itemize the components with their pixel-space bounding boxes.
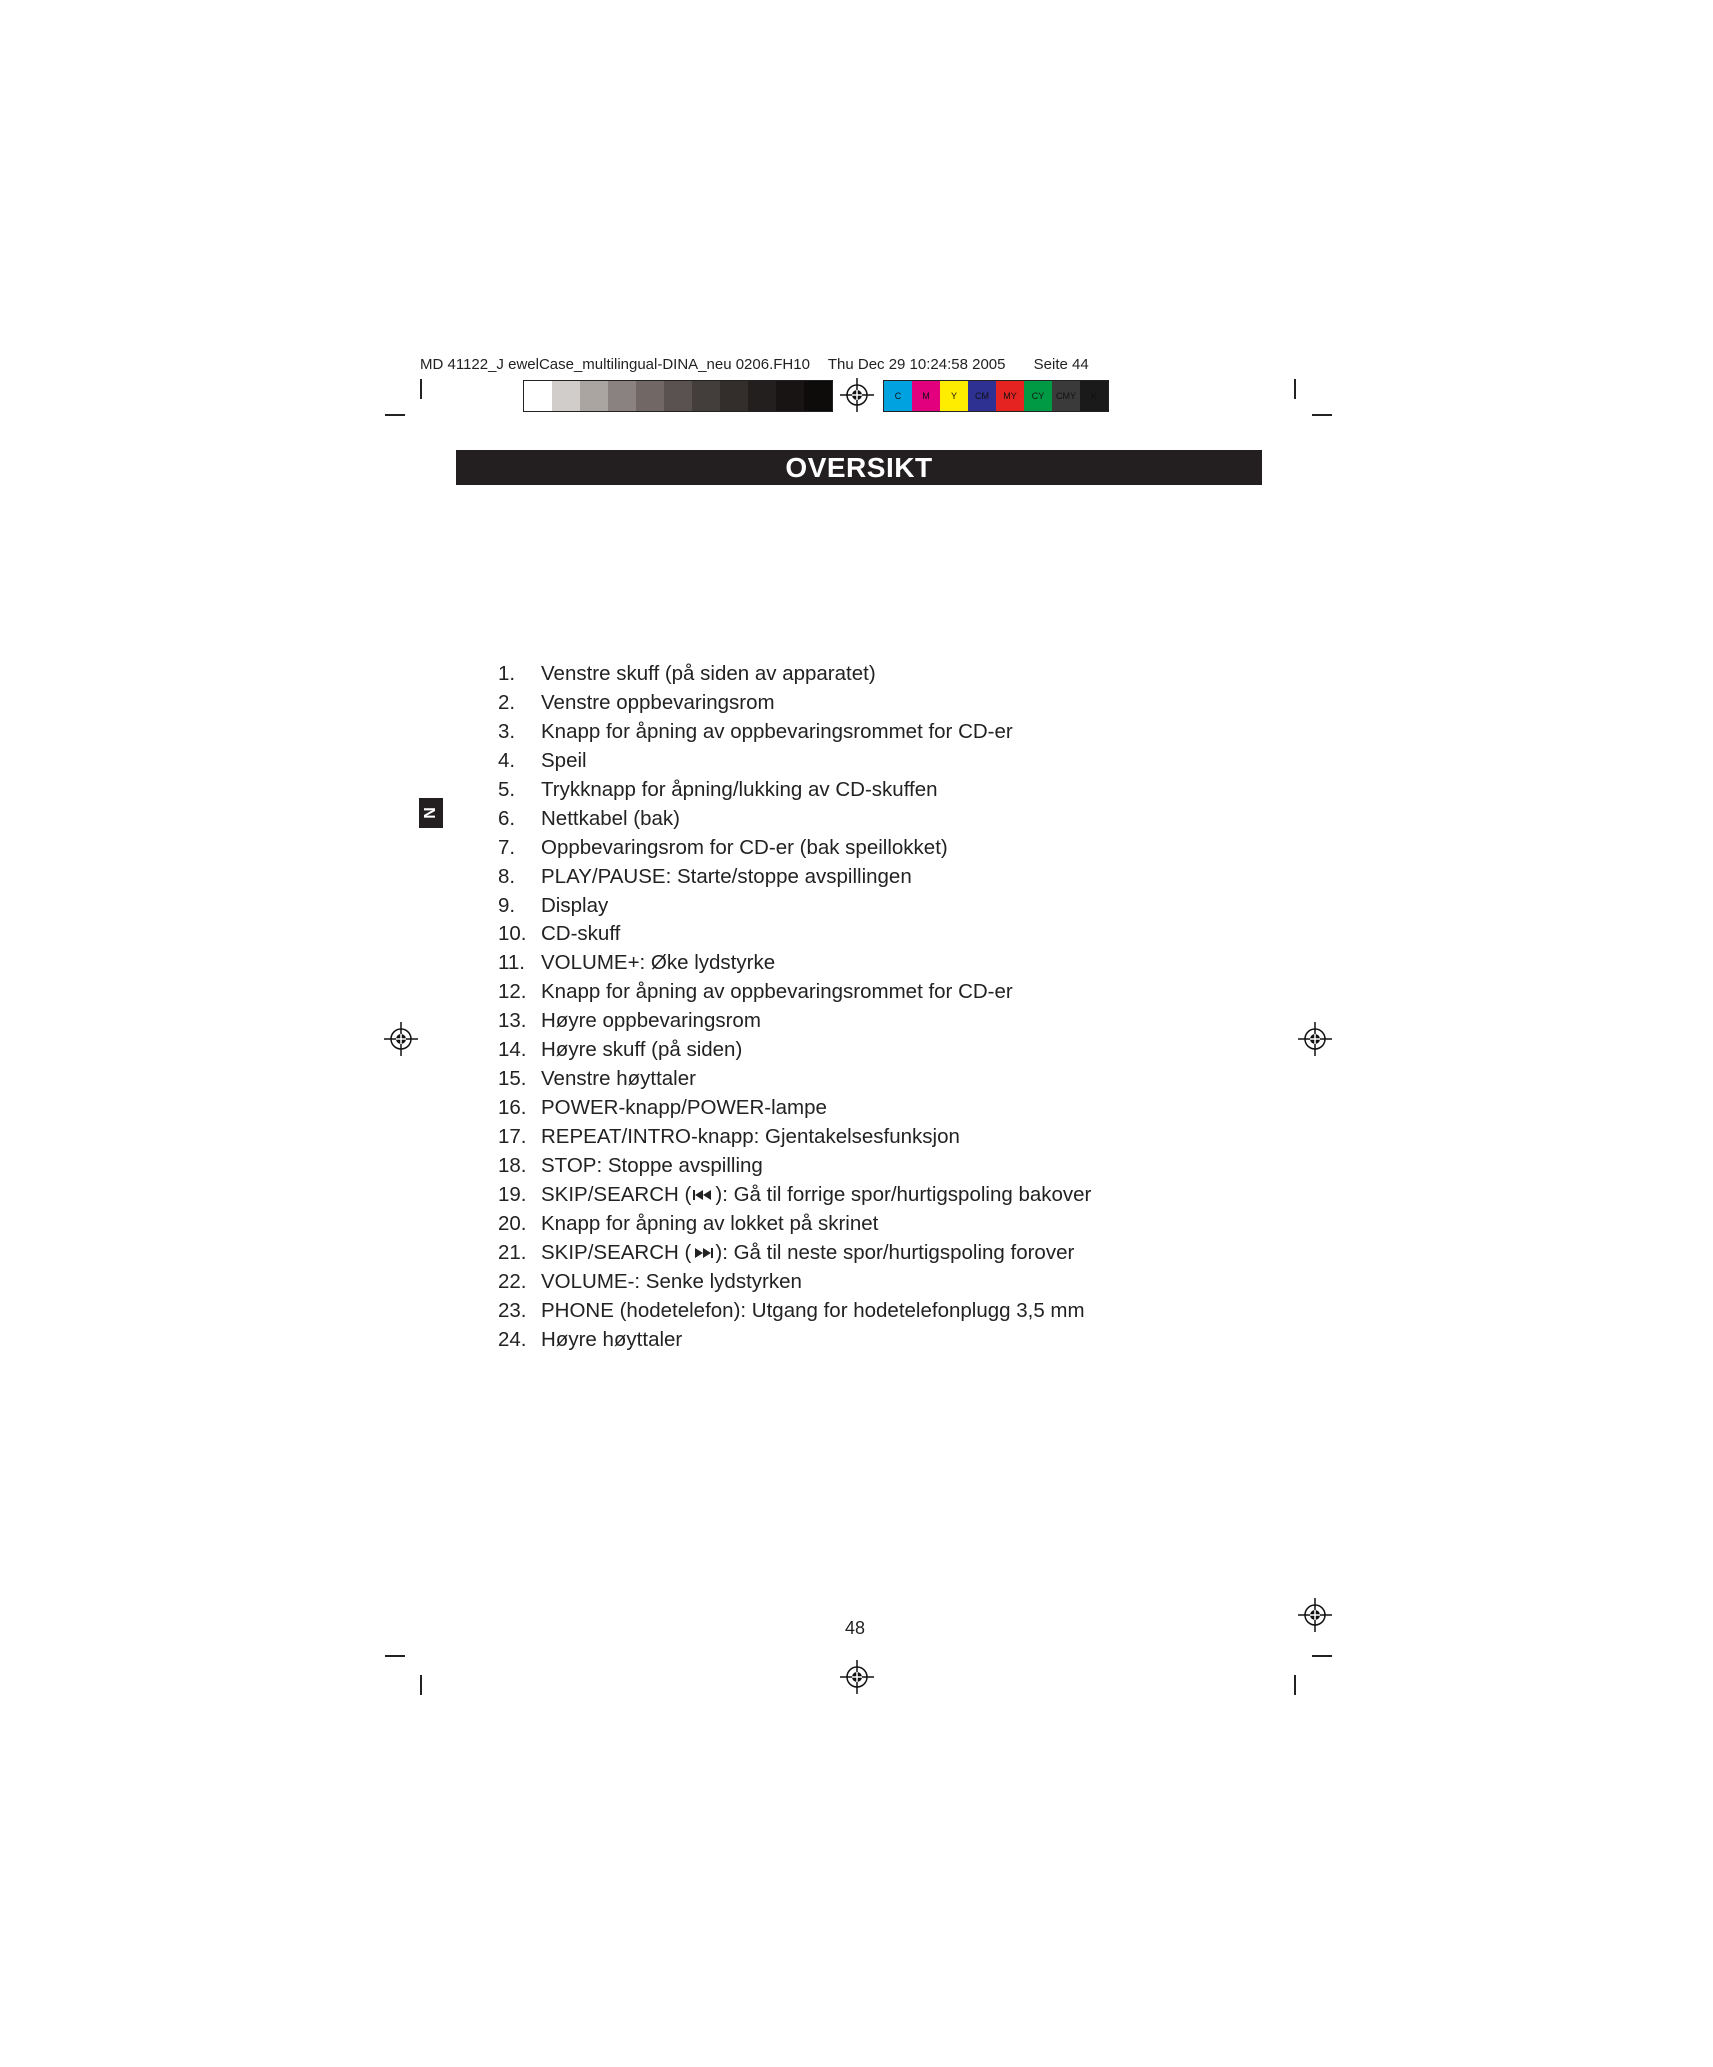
list-item-text: Trykknapp for åpning/lukking av CD-skuffen: [541, 777, 938, 801]
list-item-text: VOLUME+: Øke lydstyrke: [541, 951, 776, 975]
list-item-number: 15.: [498, 1067, 527, 1091]
list-item-text: Oppbevaringsrom for CD-er (bak speillokket): [541, 835, 948, 859]
list-item-number: 17.: [498, 1125, 527, 1148]
list-item-text-before: SKIP/SEARCH (: [541, 1182, 692, 1206]
grey-swatch: [608, 381, 636, 411]
color-swatch: Y: [940, 381, 968, 411]
grey-swatch: [552, 381, 580, 411]
list-item: [498, 834, 1091, 863]
list-item-text: PLAY/PAUSE: Starte/stoppe avspillingen: [541, 864, 912, 888]
print-slug: [420, 356, 1103, 373]
list-item-text: Høyre oppbevaringsrom: [541, 1009, 761, 1033]
list-item-text: POWER-knapp/POWER-lampe: [541, 1096, 827, 1120]
language-tab-label: N: [422, 807, 439, 819]
list-item-text: REPEAT/INTRO-knapp: Gjentakelsesfunksjon: [541, 1125, 960, 1148]
list-item: [498, 1036, 1091, 1065]
list-item: [498, 1152, 1091, 1181]
list-item: [498, 892, 1091, 921]
grey-swatch: [636, 381, 664, 411]
crop-mark: [1312, 414, 1332, 416]
list-item-text: Høyre høyttaler: [541, 1327, 683, 1351]
crop-mark: [385, 414, 405, 416]
list-item-number: 22.: [498, 1269, 527, 1293]
grey-swatch: [748, 381, 776, 411]
list-item-text: VOLUME-: Senke lydstyrken: [541, 1269, 802, 1293]
registration-mark-bottom: [840, 1660, 874, 1694]
list-item-text: [541, 1181, 1091, 1210]
list-item-number: 6.: [498, 806, 516, 830]
grey-swatch: [692, 381, 720, 411]
slug-page-label: Seite 44: [1033, 356, 1089, 373]
list-item-text: CD-skuff: [541, 922, 621, 946]
list-item-text: Venstre oppbevaringsrom: [541, 690, 775, 714]
list-item-number: 24.: [498, 1327, 527, 1351]
list-item: [498, 1239, 1091, 1268]
list-item-text: Venstre høyttaler: [541, 1067, 696, 1091]
list-item-text: [541, 1239, 1074, 1268]
color-swatch: C: [884, 381, 912, 411]
skip-forward-icon: [692, 1246, 714, 1260]
grey-swatch: [720, 381, 748, 411]
crop-mark: [1312, 1655, 1332, 1657]
list-item: [498, 920, 1091, 949]
registration-mark-lower-right: [1298, 1598, 1332, 1632]
list-item: [498, 1210, 1091, 1239]
grey-calibration-bar: [523, 380, 833, 412]
list-item-number: 8.: [498, 864, 516, 888]
list-item: [498, 863, 1091, 892]
list-item: [498, 949, 1091, 978]
list-item-number: 3.: [498, 719, 516, 743]
color-calibration-bar: [883, 380, 1109, 412]
list-item-number: 11.: [498, 951, 525, 975]
list-item-text: Knapp for åpning av oppbevaringsrommet for CD-er: [541, 719, 1013, 743]
list-item: [498, 776, 1091, 805]
color-swatch: CY: [1024, 381, 1052, 411]
grey-swatch: [664, 381, 692, 411]
list-item: [498, 1065, 1091, 1094]
list-item: [498, 1094, 1091, 1123]
color-swatch: M: [912, 381, 940, 411]
list-item-text: Nettkabel (bak): [541, 806, 681, 830]
list-item: [498, 1123, 1091, 1152]
list-item-text: Knapp for åpning av oppbevaringsrommet for CD-er: [541, 980, 1013, 1004]
slug-datetime: Thu Dec 29 10:24:58 2005: [827, 356, 1006, 373]
language-tab: [419, 798, 443, 828]
list-item: [498, 1326, 1091, 1355]
list-item-number: 2.: [498, 690, 516, 714]
list-item: [498, 1297, 1091, 1326]
list-item: [498, 978, 1091, 1007]
grey-swatch: [580, 381, 608, 411]
grey-swatch: [804, 381, 832, 411]
list-item: [498, 747, 1091, 776]
list-item-text-before: SKIP/SEARCH (: [541, 1240, 692, 1264]
color-swatch: CM: [968, 381, 996, 411]
grey-swatch: [776, 381, 804, 411]
list-item-number: 16.: [498, 1096, 527, 1120]
parts-list: [498, 660, 1091, 1355]
list-item-number: 19.: [498, 1182, 527, 1206]
list-item-text: Speil: [541, 748, 587, 772]
list-item-number: 10.: [498, 922, 527, 946]
list-item-number: 4.: [498, 748, 516, 772]
list-item-number: 21.: [498, 1240, 527, 1264]
crop-mark: [420, 379, 422, 399]
list-item-text: Display: [541, 893, 609, 917]
list-item: [498, 1181, 1091, 1210]
list-item-text: PHONE (hodetelefon): Utgang for hodetelefonplugg 3,5 mm: [541, 1298, 1085, 1322]
registration-mark-right: [1298, 1022, 1332, 1056]
color-swatch: K: [1080, 381, 1108, 411]
slug-filename: MD 41122_J ewelCase_multilingual-DINA_neu 0206.FH10: [420, 356, 810, 373]
list-item-number: 18.: [498, 1153, 527, 1177]
color-swatch: CMY: [1052, 381, 1080, 411]
list-item-text-after: ): Gå til neste spor/hurtigspoling forover: [715, 1240, 1075, 1264]
color-swatch: MY: [996, 381, 1024, 411]
list-item: [498, 689, 1091, 718]
list-item: [498, 805, 1091, 834]
page-number: 48: [845, 1618, 866, 1638]
list-item-number: 14.: [498, 1038, 527, 1062]
list-item-number: 20.: [498, 1211, 527, 1235]
crop-mark: [1294, 1675, 1296, 1695]
registration-mark-top: [840, 378, 874, 412]
list-item-number: 12.: [498, 980, 527, 1004]
list-item-number: 13.: [498, 1009, 527, 1033]
crop-mark: [385, 1655, 405, 1657]
list-item-text: Høyre skuff (på siden): [541, 1038, 743, 1062]
registration-mark-left: [384, 1022, 418, 1056]
list-item-number: 7.: [498, 835, 516, 859]
crop-mark: [1294, 379, 1296, 399]
list-item-number: 9.: [498, 893, 516, 917]
list-item-text: Knapp for åpning av lokket på skrinet: [541, 1211, 879, 1235]
crop-mark: [420, 1675, 422, 1695]
list-item: [498, 660, 1091, 689]
list-item-number: 1.: [498, 662, 516, 685]
list-item: [498, 1007, 1091, 1036]
list-item-number: 23.: [498, 1298, 527, 1322]
list-item: [498, 1268, 1091, 1297]
section-heading: OVERSIKT: [456, 450, 1262, 485]
list-item: [498, 718, 1091, 747]
grey-swatch: [524, 381, 552, 411]
list-item-text-after: ): Gå til forrige spor/hurtigspoling bakover: [715, 1182, 1092, 1206]
skip-back-icon: [692, 1188, 714, 1202]
list-item-number: 5.: [498, 777, 516, 801]
list-item-text: STOP: Stoppe avspilling: [541, 1153, 763, 1177]
list-item-text: Venstre skuff (på siden av apparatet): [541, 662, 876, 685]
